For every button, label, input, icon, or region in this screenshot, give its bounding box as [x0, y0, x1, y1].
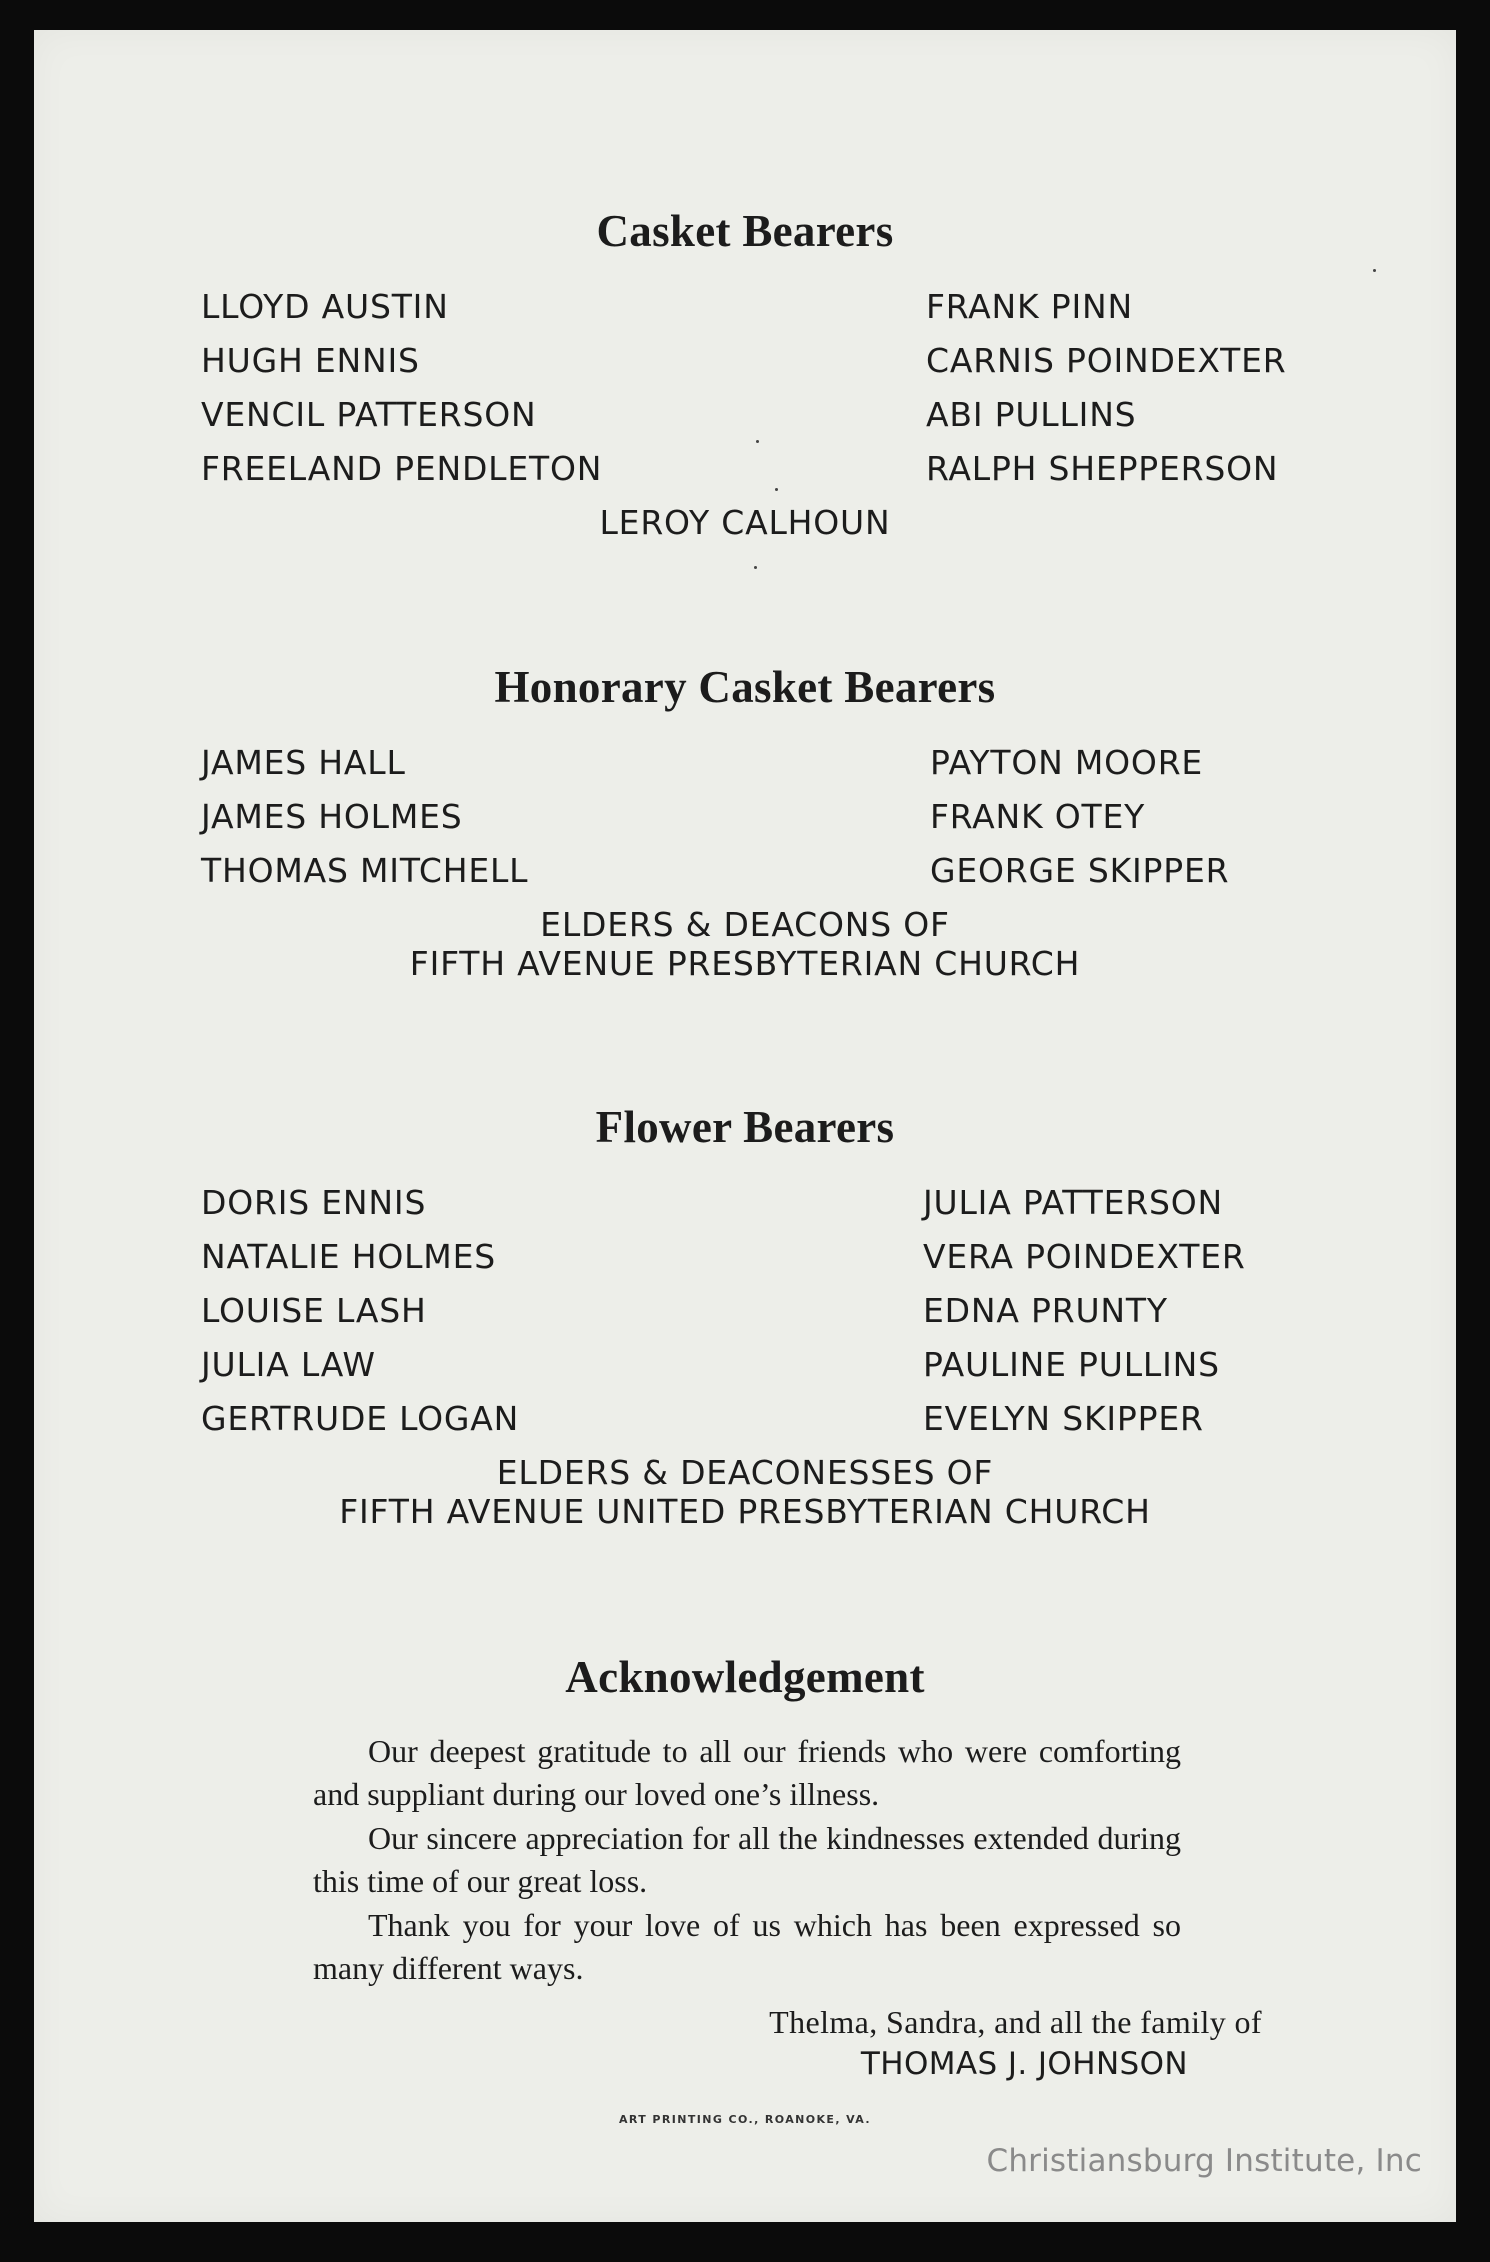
acknowledgement-paragraph-text: Our sincere appreciation for all the kindnesses extended during this time of our great loss.: [313, 1820, 1181, 1899]
acknowledgement-paragraph: [313, 1730, 1181, 1816]
honorary-bearer-name: JAMES HOLMES: [201, 797, 463, 836]
casket-bearer-name: FREELAND PENDLETON: [201, 449, 603, 488]
honorary-bearer-name: JAMES HALL: [201, 743, 406, 782]
flower-bearer-name: EDNA PRUNTY: [923, 1291, 1168, 1330]
flower-bearer-name: EVELYN SKIPPER: [923, 1399, 1204, 1438]
acknowledgement-heading: Acknowledgement: [565, 1652, 925, 1702]
casket-bearers-heading: Casket Bearers: [596, 206, 894, 256]
paper-speck: [756, 440, 759, 443]
honorary-group-line: ELDERS & DEACONS OF: [540, 905, 950, 944]
casket-bearer-name: ABI PULLINS: [926, 395, 1137, 434]
paper-speck: [775, 488, 778, 491]
acknowledgement-paragraph-text: Thank you for your love of us which has been expressed so many different ways.: [313, 1907, 1181, 1986]
honorary-group-line: FIFTH AVENUE PRESBYTERIAN CHURCH: [409, 944, 1081, 983]
flower-bearer-name: VERA POINDEXTER: [923, 1237, 1246, 1276]
flower-bearer-name: PAULINE PULLINS: [923, 1345, 1220, 1384]
honorary-casket-bearers-heading: Honorary Casket Bearers: [494, 662, 996, 712]
acknowledgement-paragraph-text: Our deepest gratitude to all our friends who were comforting and suppliant during our loved one’s illness.: [313, 1733, 1181, 1812]
signature-family-line: Thelma, Sandra, and all the family of: [769, 2004, 1262, 2040]
honorary-bearer-name: PAYTON MOORE: [930, 743, 1204, 782]
honorary-bearer-name: GEORGE SKIPPER: [930, 851, 1230, 890]
paper-speck: [754, 566, 757, 569]
acknowledgement-paragraph: [313, 1817, 1181, 1903]
casket-bearer-name: RALPH SHEPPERSON: [926, 449, 1279, 488]
casket-bearer-name: VENCIL PATTERSON: [201, 395, 537, 434]
flower-bearer-name: LOUISE LASH: [201, 1291, 427, 1330]
flower-bearers-heading: Flower Bearers: [595, 1102, 895, 1152]
flower-bearer-name: DORIS ENNIS: [201, 1183, 427, 1222]
signature-deceased-name: THOMAS J. JOHNSON: [860, 2046, 1188, 2082]
printer-credit: ART PRINTING CO., ROANOKE, VA.: [619, 2113, 871, 2126]
flower-bearer-name: NATALIE HOLMES: [201, 1237, 496, 1276]
honorary-bearer-name: THOMAS MITCHELL: [201, 851, 529, 890]
honorary-bearer-name: FRANK OTEY: [930, 797, 1146, 836]
casket-bearer-name: LLOYD AUSTIN: [201, 287, 449, 326]
flower-bearer-name: JULIA LAW: [201, 1345, 376, 1384]
flower-bearer-name: GERTRUDE LOGAN: [201, 1399, 520, 1438]
casket-bearer-name: FRANK PINN: [926, 287, 1133, 326]
acknowledgement-paragraph: [313, 1904, 1181, 1990]
watermark: Christiansburg Institute, Inc: [986, 2143, 1422, 2179]
program-page: [34, 30, 1456, 2222]
casket-bearer-center-name: LEROY CALHOUN: [599, 503, 891, 542]
flower-bearer-name: JULIA PATTERSON: [923, 1183, 1223, 1222]
flower-group-line: ELDERS & DEACONESSES OF: [496, 1453, 994, 1492]
casket-bearer-name: HUGH ENNIS: [201, 341, 420, 380]
paper-speck: [1373, 269, 1376, 272]
flower-group-line: FIFTH AVENUE UNITED PRESBYTERIAN CHURCH: [339, 1492, 1151, 1531]
casket-bearer-name: CARNIS POINDEXTER: [926, 341, 1287, 380]
